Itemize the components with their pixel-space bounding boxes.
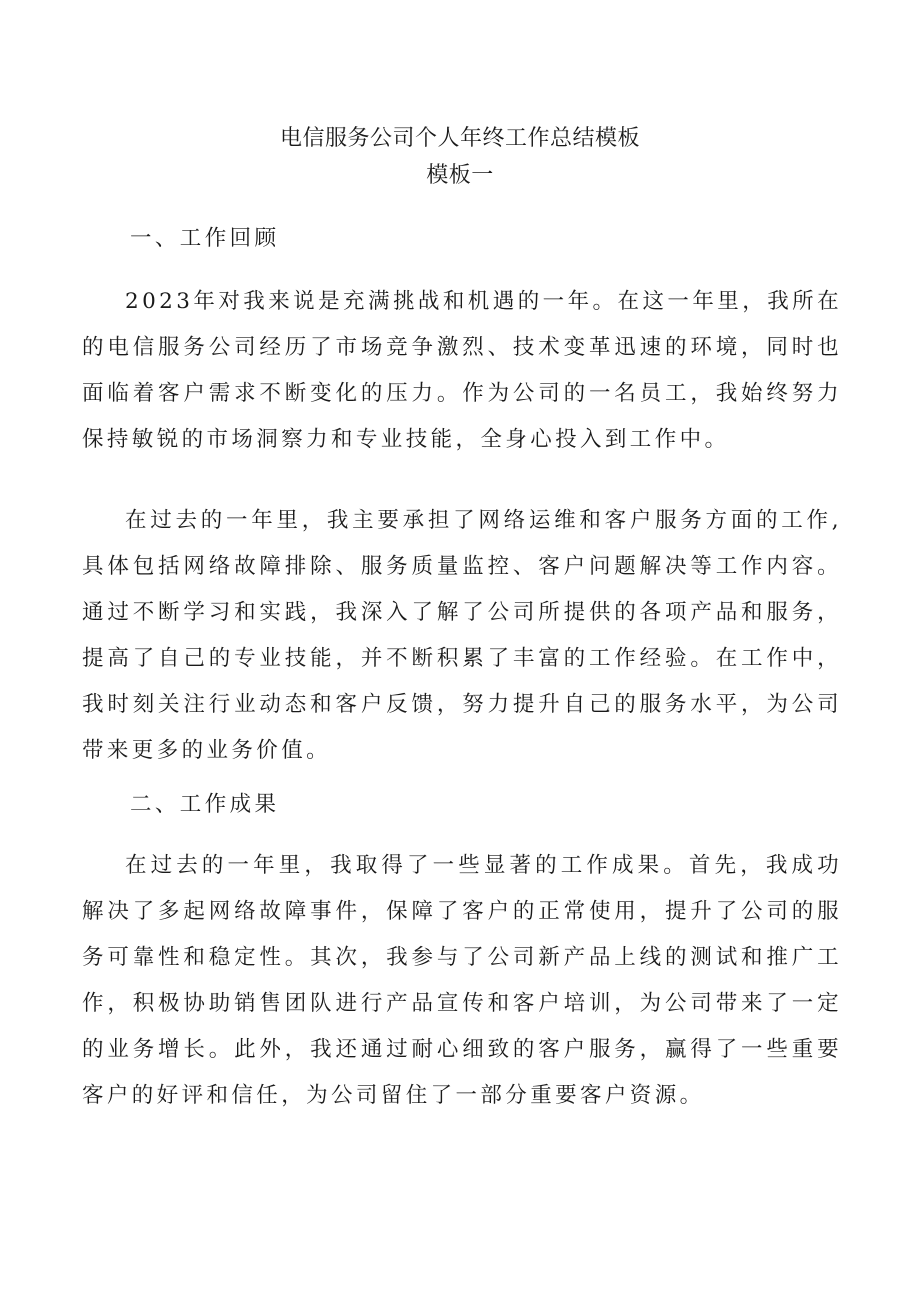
paragraph-results: 在过去的一年里，我取得了一些显著的工作成果。首先，我成功解决了多起网络故障事件，保障了客户的正常使用，提升了公司的服务可靠性和稳定性。其次，我参与了公司新产品上线的测试和推广工作，积极协助销售团队进行产品宣传和客户培训，为公司带来了一定的业务增长。此外，我还通过耐心细致的客户服务，赢得了一些重要客户的好评和信任，为公司留住了一部分重要客户资源。 [82,853,842,1108]
paragraph-review-duties: 在过去的一年里，我主要承担了网络运维和客户服务方面的工作,具体包括网络故障排除、服务质量监控、客户问题解决等工作内容。通过不断学习和实践，我深入了解了公司所提供的各项产品和服务，提高了自己的专业技能，并不断积累了丰富的工作经验。在工作中，我时刻关注行业动态和客户反馈，努力提升自己的服务水平，为公司带来更多的业务价值。 [82,508,842,763]
document-subtitle: 模板一 [426,163,494,188]
section-heading-results: 二、工作成果 [130,792,280,817]
document-title: 电信服务公司个人年终工作总结模板 [279,126,640,151]
paragraph-review-intro: 2023年对我来说是充满挑战和机遇的一年。在这一年里，我所在的电信服务公司经历了市场竞争激烈、技术变革迅速的环境，同时也面临着客户需求不断变化的压力。作为公司的一名员工，我始终努力保持敏锐的市场洞察力和专业技能，全身心投入到工作中。 [82,289,842,452]
section-heading-review: 一、工作回顾 [130,226,280,251]
